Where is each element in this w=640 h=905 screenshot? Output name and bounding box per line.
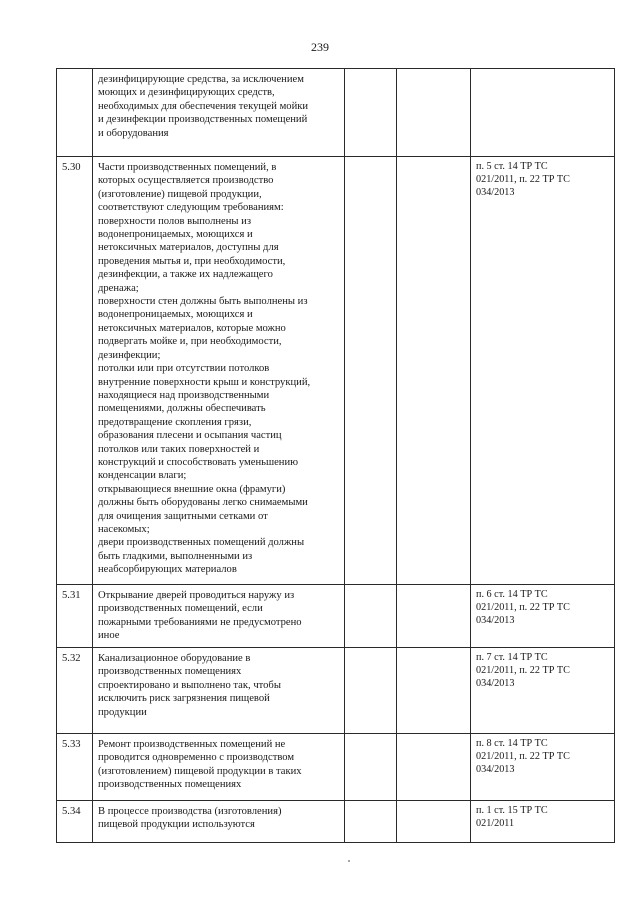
table-row (57, 157, 615, 585)
table-row (57, 734, 615, 801)
reference-text: п. 8 ст. 14 ТР ТС 021/2011, п. 22 ТР ТС 034/2013 (471, 734, 615, 801)
table-row (57, 585, 615, 648)
reference-text (471, 69, 615, 157)
row-number: 5.32 (57, 648, 93, 734)
empty-cell (397, 69, 471, 157)
table-row (57, 69, 615, 157)
reference-text: п. 7 ст. 14 ТР ТС 021/2011, п. 22 ТР ТС 034/2013 (471, 648, 615, 734)
row-number: 5.33 (57, 734, 93, 801)
requirement-text: дезинфицирующие средства, за исключением моющих и дезинфицирующих средств, необходимых для обеспечения текущей мойки и дезинфекции производственных помещений и оборудования (93, 69, 345, 157)
requirement-text: Канализационное оборудование в производственных помещениях спроектировано и выполнено так, чтобы исключить риск загрязнения пищевой продукции (93, 648, 345, 734)
empty-cell (397, 801, 471, 843)
row-number: 5.31 (57, 585, 93, 648)
empty-cell (397, 585, 471, 648)
requirements-table (56, 68, 615, 843)
requirement-text: В процессе производства (изготовления) пищевой продукции используются (93, 801, 345, 843)
row-number: 5.30 (57, 157, 93, 585)
empty-cell (397, 734, 471, 801)
empty-cell (345, 648, 397, 734)
empty-cell (397, 648, 471, 734)
requirement-text: Части производственных помещений, в которых осуществляется производство (изготовление) пищевой продукции, соответствуют следующим требованиям: поверхности полов выполнены из водонепроницаемых, моющихся и нетоксичных материалов, доступны для проведения мытья и, при необходимости, дезинфекции, а также их надлежащего дренажа; поверхности стен должны быть выполнены из водонепроницаемых, моющихся и нетоксичных материалов, которые можно подвергать мойке и, при необходимости, дезинфекции; потолки или при отсутствии потолков внутренние поверхности крыш и конструкций, находящиеся над производственными помещениями, должны обеспечивать предотвращение скопления грязи, образования плесени и осыпания частиц потолков или таких поверхностей и конструкций и способствовать уменьшению конденсации влаги; открывающиеся внешние окна (фрамуги) должны быть оборудованы легко снимаемыми для очищения защитными сетками от насекомых; двери производственных помещений должны быть гладкими, выполненными из неабсорбирующих материалов (93, 157, 345, 585)
table-row (57, 801, 615, 843)
table-row (57, 648, 615, 734)
requirement-text: Ремонт производственных помещений не проводится одновременно с производством (изготовлением) пищевой продукции в таких производственных помещениях (93, 734, 345, 801)
row-number: 5.34 (57, 801, 93, 843)
reference-text: п. 1 ст. 15 ТР ТС 021/2011 (471, 801, 615, 843)
empty-cell (345, 801, 397, 843)
empty-cell (345, 69, 397, 157)
reference-text: п. 5 ст. 14 ТР ТС 021/2011, п. 22 ТР ТС 034/2013 (471, 157, 615, 585)
empty-cell (397, 157, 471, 585)
empty-cell (345, 157, 397, 585)
row-number (57, 69, 93, 157)
empty-cell (345, 734, 397, 801)
empty-cell (345, 585, 397, 648)
scan-speck (348, 860, 350, 862)
reference-text: п. 6 ст. 14 ТР ТС 021/2011, п. 22 ТР ТС 034/2013 (471, 585, 615, 648)
page-number: 239 (311, 40, 329, 54)
requirement-text: Открывание дверей проводиться наружу из производственных помещений, если пожарными требованиями не предусмотрено иное (93, 585, 345, 648)
